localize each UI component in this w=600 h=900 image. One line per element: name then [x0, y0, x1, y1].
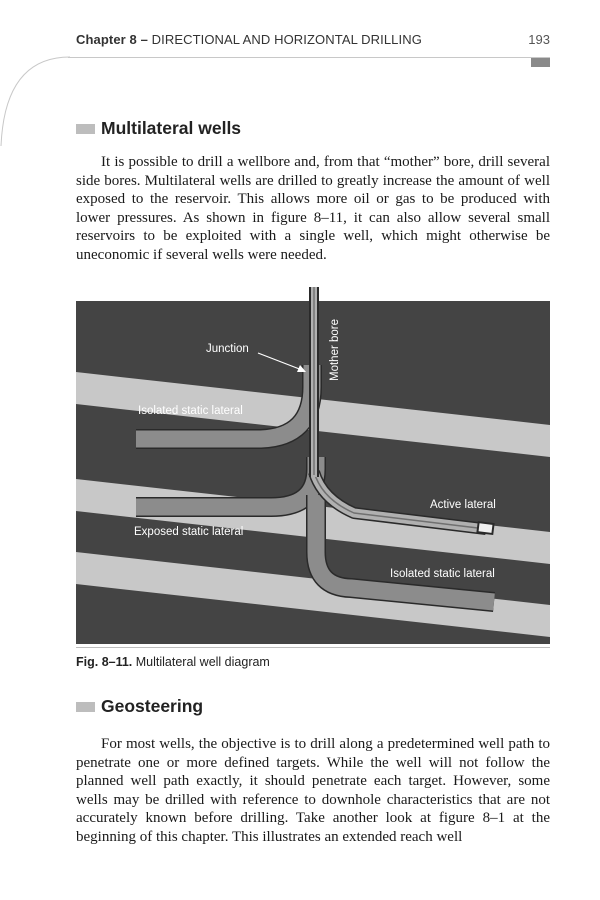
- page-corner-curve: [0, 56, 70, 156]
- label-isolated-static-lateral-bottom: Isolated static lateral: [390, 568, 495, 580]
- header-tab-marker: [531, 58, 550, 67]
- page-number: 193: [528, 32, 550, 47]
- paragraph-geosteering: For most wells, the objective is to drill along a predetermined well path to penetrate one or more defined targets. While the well will not follow the planned well path exactly, it should penetrate each target. However, some wells may be drilled with reference to downhole characteristics that are not accurately known before drilling. Take another look at figure 8–1 at the beginning of this chapter. This illustrates an extended reach well: [76, 736, 550, 845]
- multilateral-well-diagram: [76, 287, 550, 644]
- heading-marker-square: [76, 702, 95, 712]
- mother-bore: [309, 287, 319, 477]
- section-heading-text: Multilateral wells: [101, 118, 242, 138]
- active-lateral-toe: [476, 521, 494, 535]
- chapter-label: Chapter 8 –: [76, 32, 148, 47]
- header-rule: [68, 57, 550, 58]
- label-active-lateral: Active lateral: [430, 499, 496, 511]
- chapter-title: DIRECTIONAL AND HORIZONTAL DRILLING: [151, 32, 422, 47]
- label-junction: Junction: [206, 343, 249, 355]
- caption-text: Multilateral well diagram: [135, 655, 270, 669]
- caption-number: Fig. 8–11.: [76, 655, 133, 669]
- label-isolated-static-lateral-top: Isolated static lateral: [138, 405, 243, 417]
- label-exposed-static-lateral: Exposed static lateral: [134, 526, 244, 538]
- section-heading-text: Geosteering: [101, 696, 204, 716]
- heading-marker-square: [76, 124, 95, 134]
- paragraph-multilateral: It is possible to drill a wellbore and, from that “mother” bore, drill several side bores. Multilateral wells are drilled to greatly increase the amount of well exposed to the reservoir. This allows more oil or gas to be produced with lower pressures. As shown in figure 8–11, it can also allow several small reservoirs to be exploited with a single well, which might otherwise be uneconomic if several wells were needed.: [76, 154, 550, 263]
- figure-caption: [76, 655, 270, 669]
- figure-rule: [76, 647, 550, 648]
- chapter-heading: [76, 32, 422, 47]
- label-mother-bore: Mother bore: [329, 318, 341, 381]
- running-header: [76, 30, 550, 50]
